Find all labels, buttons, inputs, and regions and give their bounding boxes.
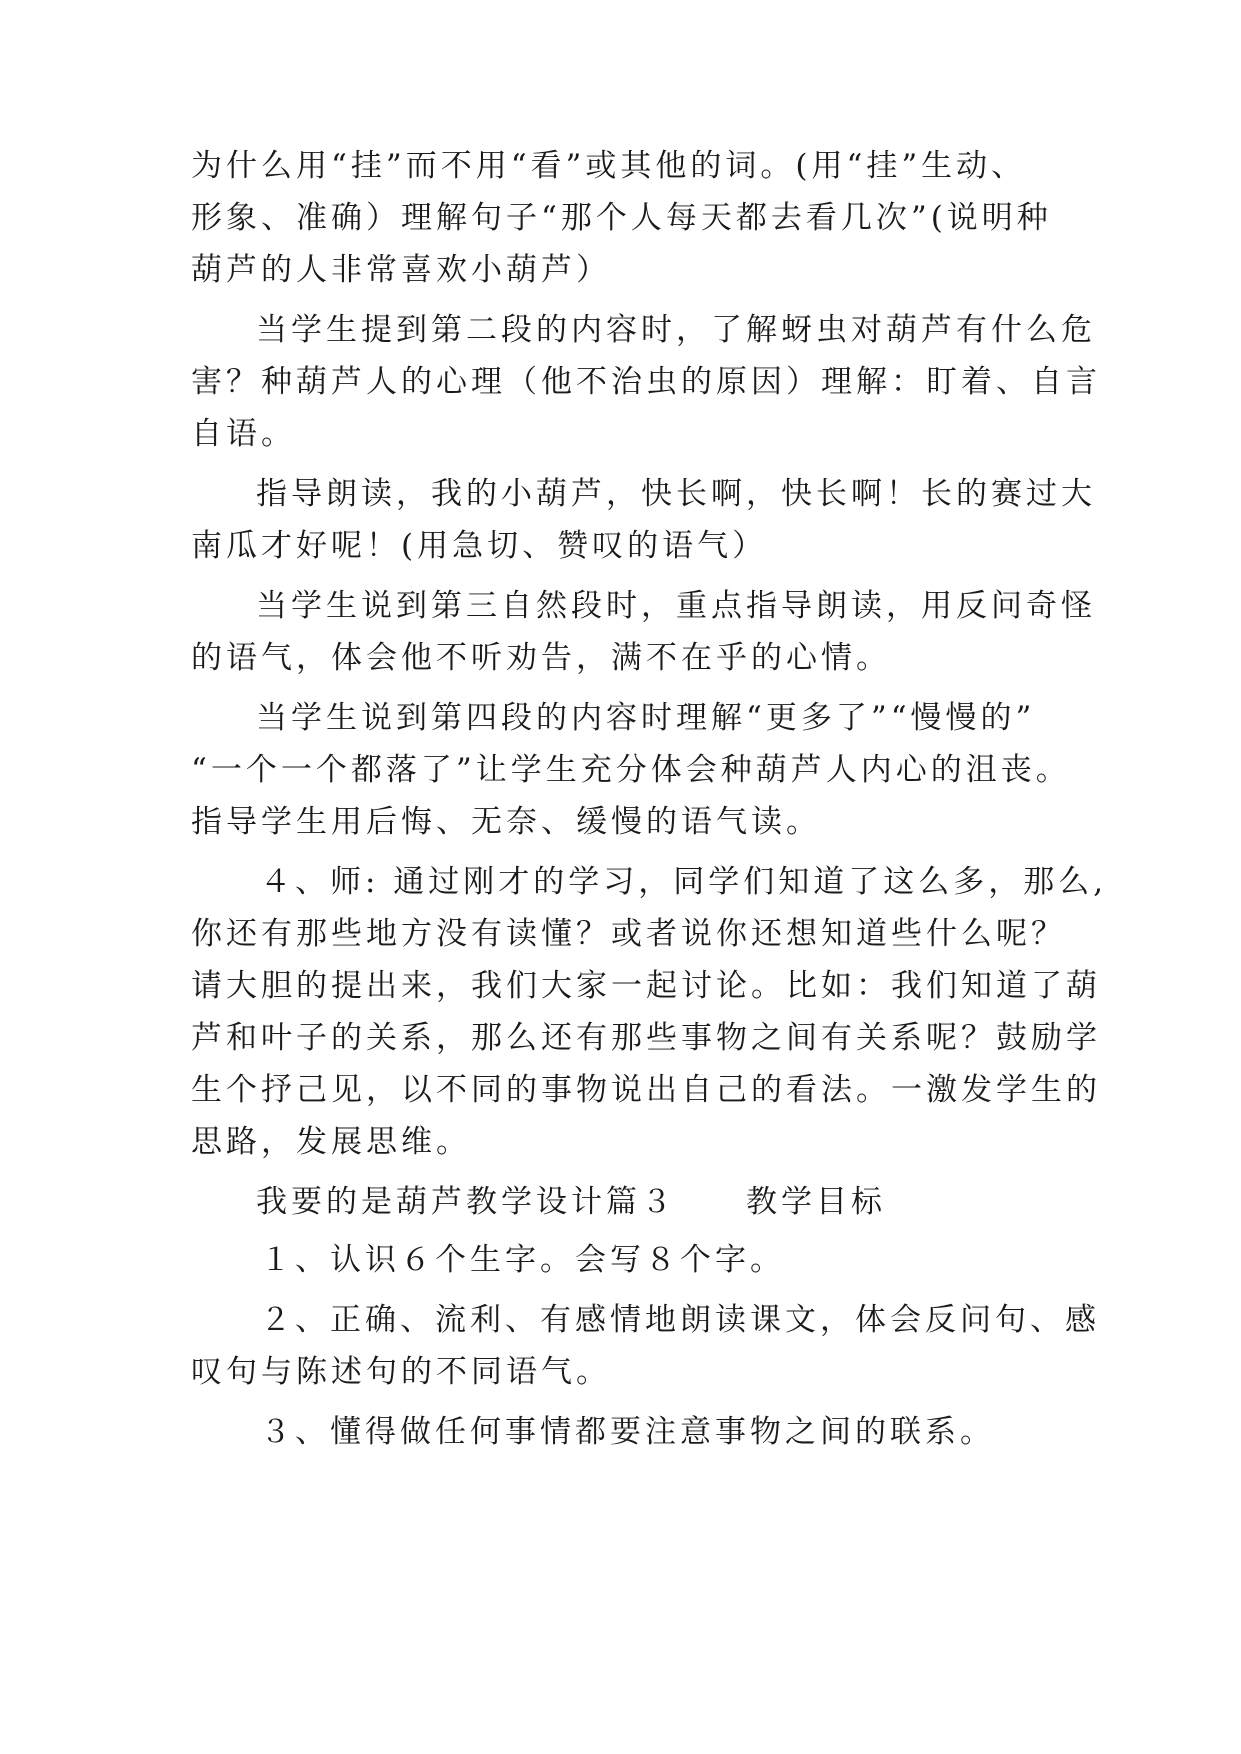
- text-line-22: ２、正确、流利、有感情地朗读课文，体会反问句、感: [260, 1302, 1100, 1338]
- text-line-1: 为什么用“挂”而不用“看”或其他的词。(用“挂”生动、: [191, 148, 1027, 184]
- text-line-9: 当学生说到第三自然段时，重点指导朗读，用反问奇怪: [256, 588, 1096, 624]
- text-line-10: 的语气，体会他不听劝告，满不在乎的心情。: [191, 640, 891, 676]
- text-line-7: 指导朗读，我的小葫芦，快长啊，快长啊！长的赛过大: [256, 476, 1096, 512]
- text-line-16: 请大胆的提出来，我们大家一起讨论。比如：我们知道了葫: [191, 968, 1101, 1004]
- text-line-6: 自语。: [191, 416, 296, 452]
- text-line-5: 害？种葫芦人的心理（他不治虫的原因）理解：盯着、自言: [191, 364, 1101, 400]
- text-line-19: 思路，发展思维。: [191, 1124, 471, 1160]
- text-line-11: 当学生说到第四段的内容时理解“更多了”“慢慢的”: [256, 700, 1036, 736]
- section-heading-line: 我要的是葫芦教学设计篇３ 教学目标: [256, 1184, 886, 1220]
- text-line-21: １、认识６个生字。会写８个字。: [260, 1242, 785, 1278]
- text-line-18: 生个抒己见，以不同的事物说出自己的看法。一激发学生的: [191, 1072, 1101, 1108]
- text-line-3: 葫芦的人非常喜欢小葫芦）: [191, 252, 611, 288]
- text-line-12: “一个一个都落了”让学生充分体会种葫芦人内心的沮丧。: [191, 752, 1071, 788]
- text-line-24: ３、懂得做任何事情都要注意事物之间的联系。: [260, 1414, 995, 1450]
- text-line-4: 当学生提到第二段的内容时，了解蚜虫对葫芦有什么危: [256, 312, 1096, 348]
- text-line-23: 叹句与陈述句的不同语气。: [191, 1354, 611, 1390]
- text-line-17: 芦和叶子的关系，那么还有那些事物之间有关系呢？鼓励学: [191, 1020, 1101, 1056]
- text-line-2: 形象、准确）理解句子“那个人每天都去看几次”(说明种: [191, 200, 1052, 236]
- text-line-14: ４、师: 通过刚才的学习，同学们知道了这么多，那么,: [260, 864, 1108, 900]
- text-line-15: 你还有那些地方没有读懂？或者说你还想知道些什么呢？: [191, 916, 1066, 952]
- text-line-13: 指导学生用后悔、无奈、缓慢的语气读。: [191, 804, 821, 840]
- text-line-8: 南瓜才好呢！(用急切、赞叹的语气）: [191, 528, 768, 564]
